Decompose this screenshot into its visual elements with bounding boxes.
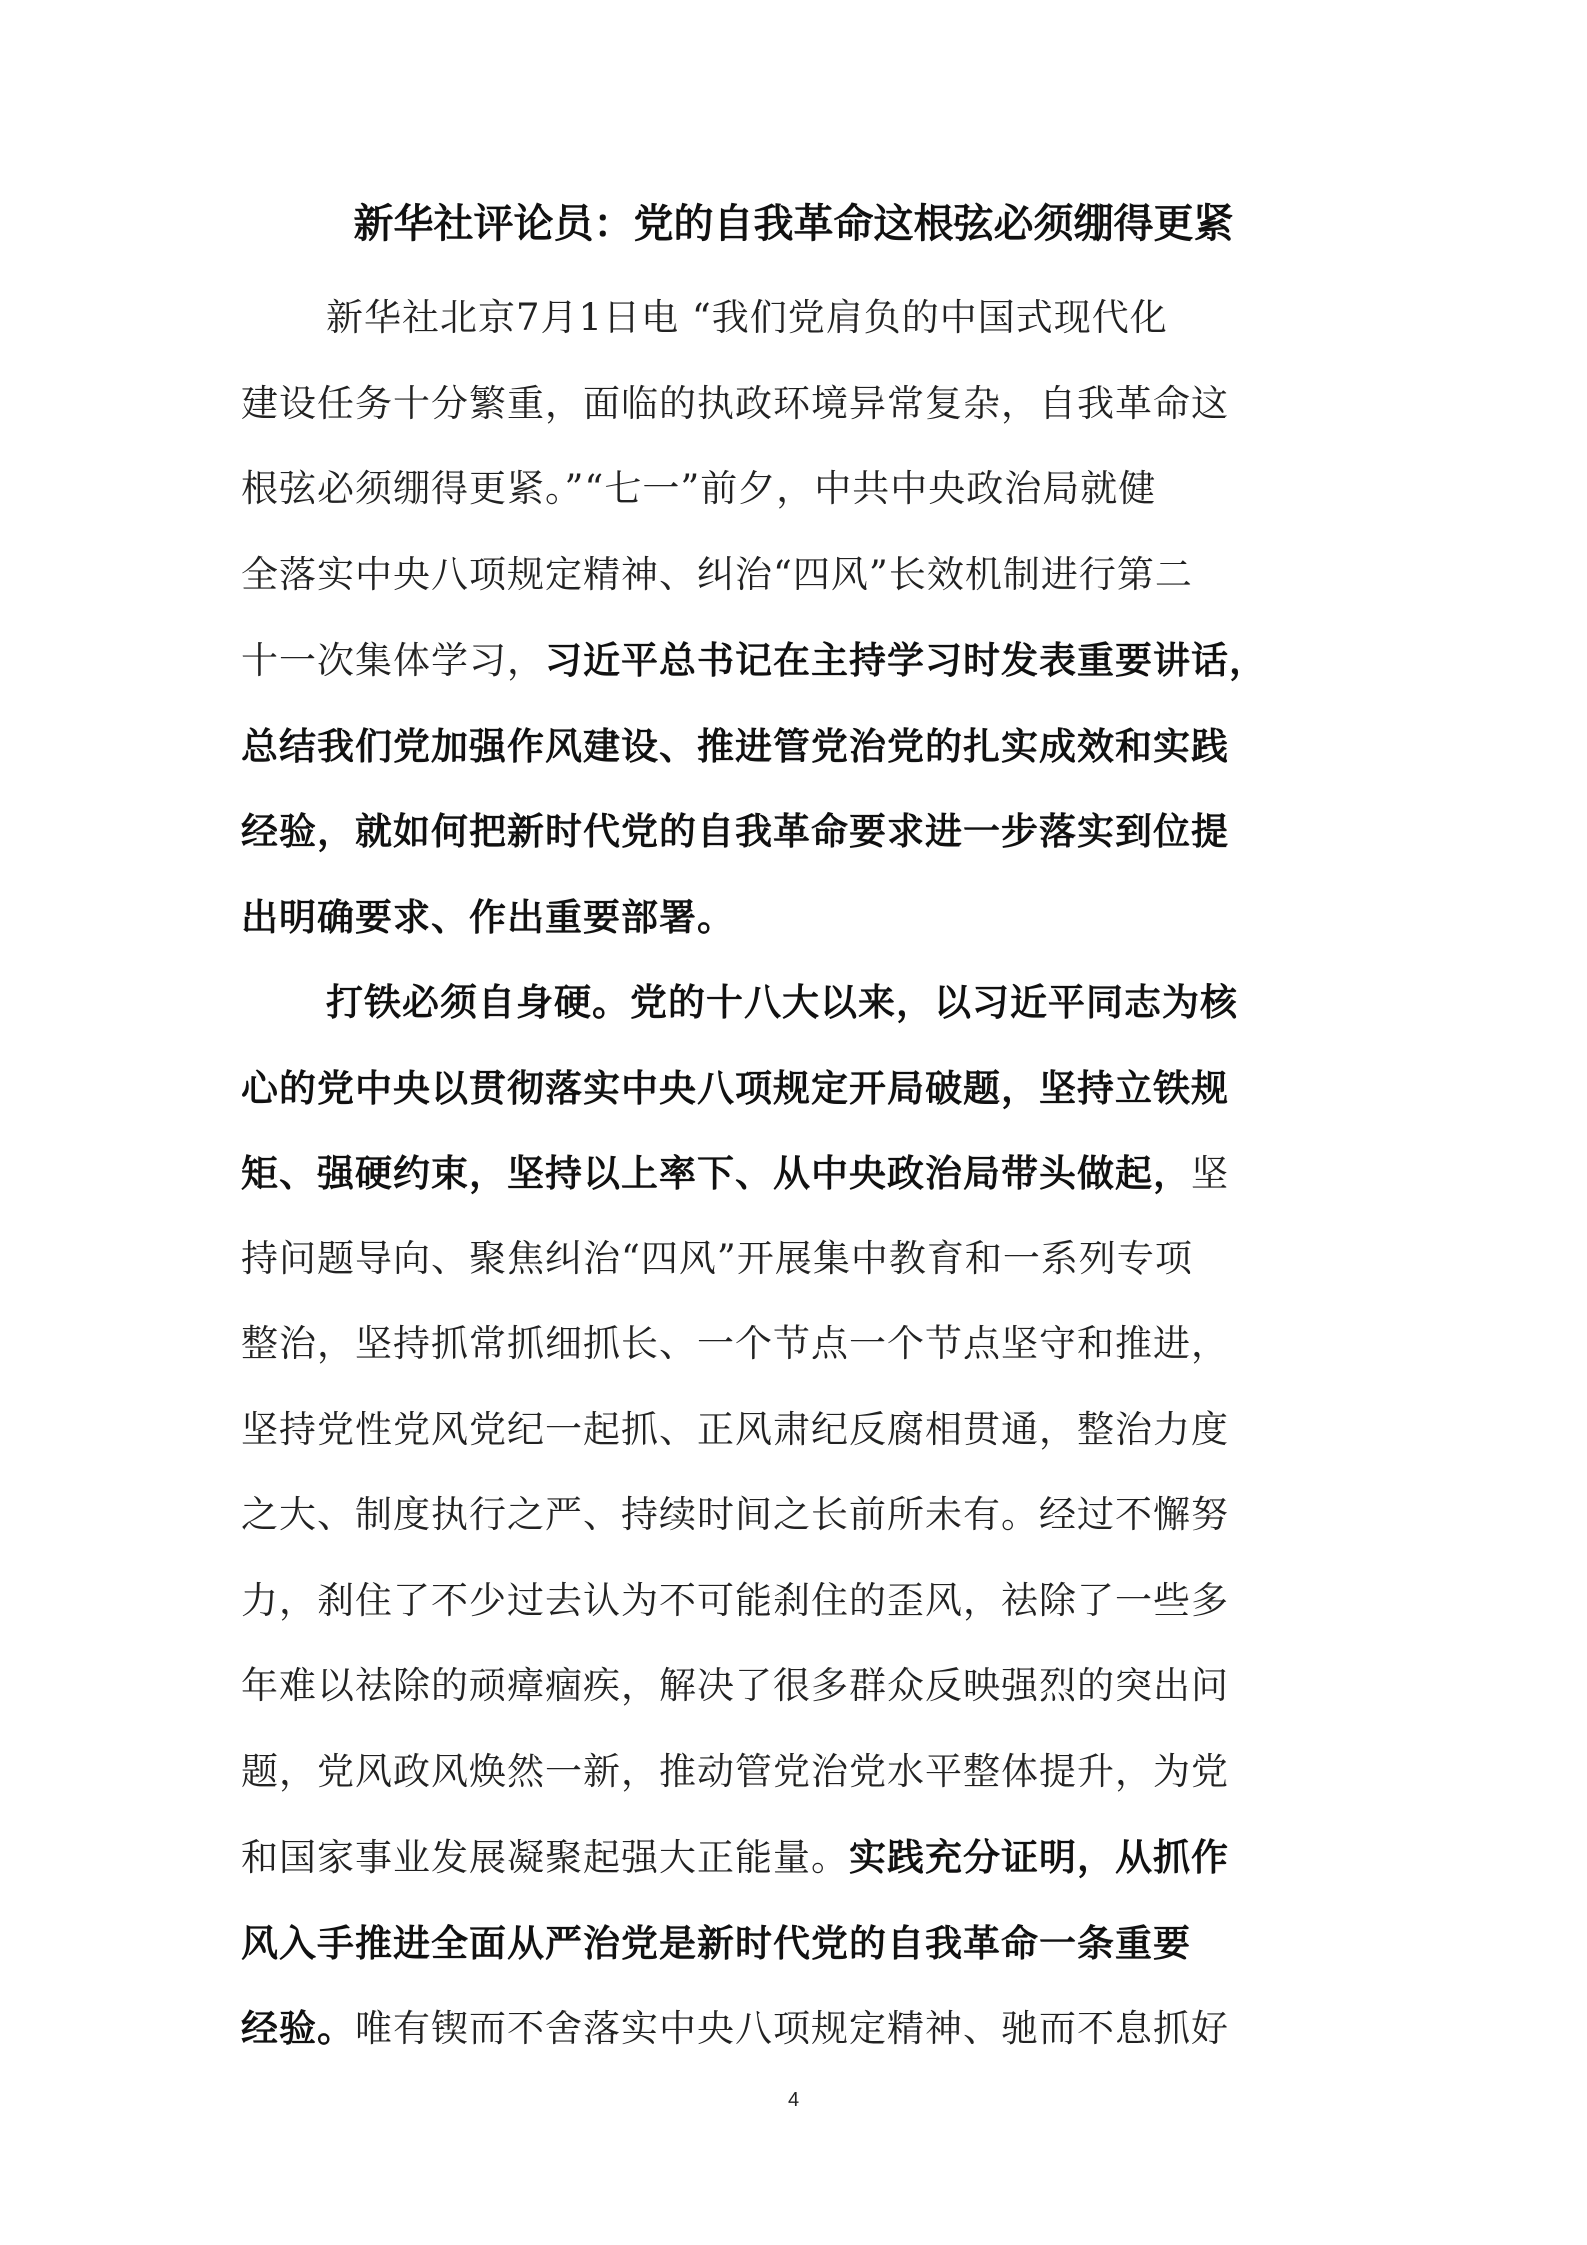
regular-text: 十一次集体学习， [241,639,545,682]
bold-text: 习近平总书记在主持学习时发表重要讲话， [545,638,1267,682]
paragraph-1-line-2: 建设任务十分繁重，面临的执政环境异常复杂，自我革命这 [241,382,1229,425]
paragraph-2-line-4: 持问题导向、聚焦纠治“四风”开展集中教育和一系列专项 [241,1237,1193,1280]
article-title: 新华社评论员：党的自我革命这根弦必须绷得更紧 [353,200,1234,247]
bold-text: 实践充分证明，从抓作 [849,1835,1229,1879]
paragraph-2-line-3 [241,1143,1351,1203]
paragraph-2-line-11 [241,1827,1351,1887]
page-number: 4 [787,2089,800,2111]
paragraph-1-line-7: 经验，就如何把新时代党的自我革命要求进一步落实到位提 [241,809,1229,853]
paragraph-2-line-10: 题，党风政风焕然一新，推动管党治党水平整体提升，为党 [241,1750,1229,1793]
paragraph-2-line-6: 坚持党性党风党纪一起抓、正风肃纪反腐相贯通，整治力度 [241,1408,1229,1451]
paragraph-1-line-1: 新华社北京7月1日电 “我们党肩负的中国式现代化 [326,296,1168,339]
paragraph-2-line-7: 之大、制度执行之严、持续时间之长前所未有。经过不懈努 [241,1493,1229,1536]
paragraph-2-line-9: 年难以祛除的顽瘴痼疾，解决了很多群众反映强烈的突出问 [241,1664,1229,1707]
paragraph-2-line-8: 力，刹住了不少过去认为不可能刹住的歪风，祛除了一些多 [241,1579,1229,1622]
paragraph-1-line-6: 总结我们党加强作风建设、推进管党治党的扎实成效和实践 [241,724,1229,768]
paragraph-2-line-13 [241,1998,1351,2058]
regular-text: 坚 [1191,1152,1229,1195]
bold-text: 矩、强硬约束，坚持以上率下、从中央政治局带头做起， [241,1151,1191,1195]
regular-text: 和国家事业发展凝聚起强大正能量。 [241,1836,849,1879]
paragraph-1-line-5 [241,630,1351,690]
paragraph-1-line-8: 出明确要求、作出重要部署。 [241,895,735,939]
paragraph-2-line-2: 心的党中央以贯彻落实中央八项规定开局破题，坚持立铁规 [241,1066,1229,1110]
paragraph-2-line-12: 风入手推进全面从严治党是新时代党的自我革命一条重要 [241,1921,1191,1965]
paragraph-1-line-3: 根弦必须绷得更紧。”“七一”前夕，中共中央政治局就健 [241,467,1157,510]
regular-text: 唯有锲而不舍落实中央八项规定精神、驰而不息抓好 [355,2007,1229,2050]
paragraph-2-line-5: 整治，坚持抓常抓细抓长、一个节点一个节点坚守和推进， [241,1322,1229,1365]
paragraph-2-line-1: 打铁必须自身硬。党的十八大以来，以习近平同志为核 [326,980,1238,1024]
bold-text: 经验。 [241,2006,355,2050]
paragraph-1-line-4: 全落实中央八项规定精神、纠治“四风”长效机制进行第二 [241,553,1193,596]
